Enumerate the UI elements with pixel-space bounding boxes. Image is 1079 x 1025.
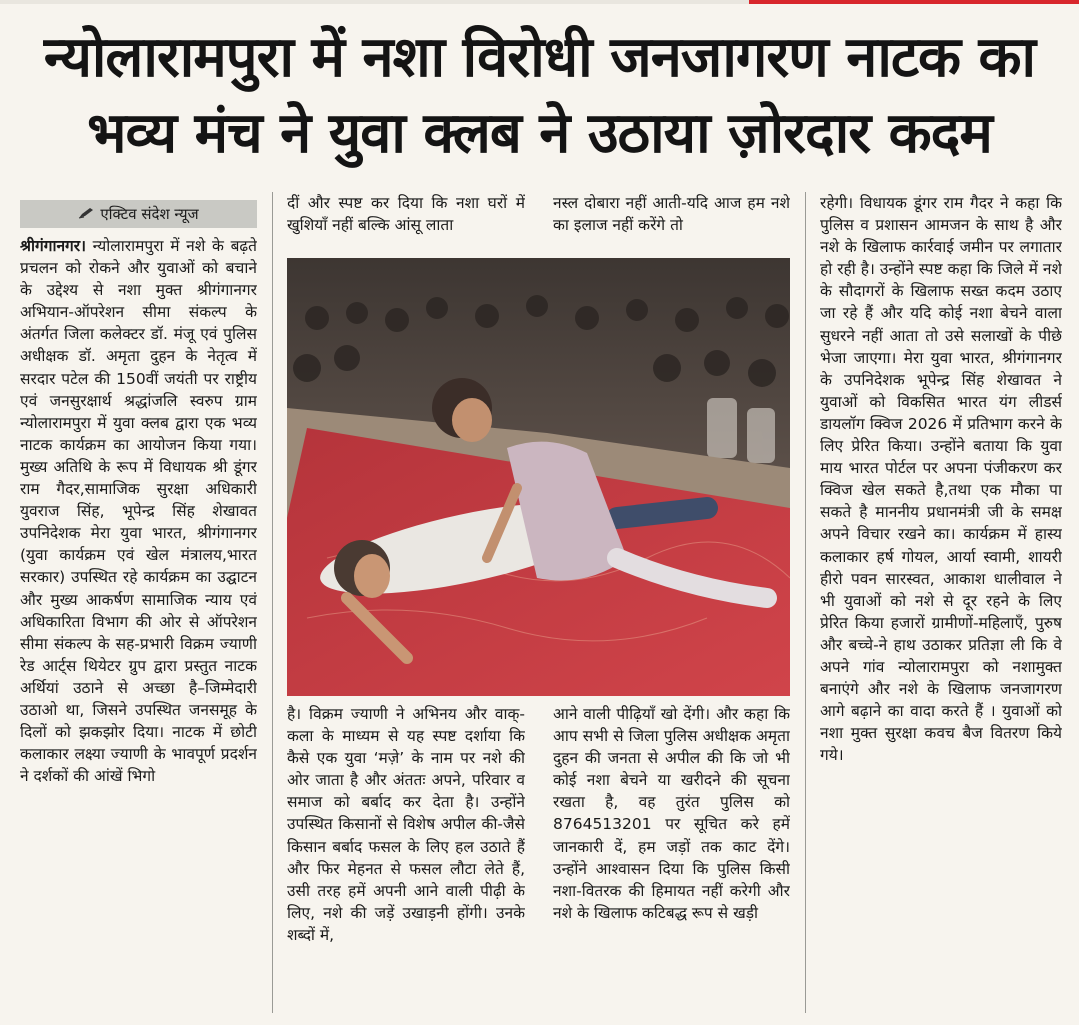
top-border xyxy=(0,0,1079,4)
article-column-4 xyxy=(820,192,1062,1013)
column-3-top-text: नस्ल दोबारा नहीं आती-यदि आज हम नशे का इलाज नहीं करेंगे तो xyxy=(553,194,790,235)
article-column-3-bottom xyxy=(553,703,790,1013)
article-column-1 xyxy=(20,235,257,1013)
column-divider xyxy=(272,192,273,1013)
byline-text: एक्टिव संदेश न्यूज xyxy=(100,205,199,223)
column-2-top-text: दीं और स्पष्ट कर दिया कि नशा घरों में खुशियाँ नहीं बल्कि आंसू लाता xyxy=(287,194,525,235)
article-column-2-top xyxy=(287,192,525,244)
column-3-bottom-text: आने वाली पीढ़ियाँ खो देंगी। और कहा कि आप सभी से जिला पुलिस अधीक्षक अमृता दुहन की जनता से अपील की कि जो भी कोई नशा बेचने या खरीदने की सूचना रखता है, वह तुरंत पुलिस को 8764513201 पर सूचित करे हमें जानकारी दें, हम जड़ों तक काट देंगे। उन्होंने आश्वासन दिया कि पुलिस किसी नशा-वितरक की हिमायत नहीं करेगी और नशे के खिलाफ कटिबद्ध रूप से खड़ी xyxy=(553,705,790,922)
headline-line-1: न्योलारामपुरा में नशा विरोधी जनजागरण नाटक का xyxy=(43,25,1036,90)
column-2-bottom-text: है। विक्रम ज्याणी ने अभिनय और वाक्-कला के माध्यम से यह स्पष्ट दर्शाया कि कैसे एक युवा ‘मज़े’ के नाम पर नशे की ओर जाता है और अंततः अपने, परिवार व समाज को बर्बाद कर देता है। उन्होंने उपस्थित किसानों से विशेष अपील की-जैसे किसान बर्बाद फसल के लिए हल उठाते हैं और फिर मेहनत से फसल लौटा लेते हैं, उसी तरह हमें अपनी आने वाली पीढ़ी के लिए, नशे की जड़ें उखाड़नी होंगी। उनके शब्दों में, xyxy=(287,705,525,944)
article-column-3-top xyxy=(553,192,790,244)
headline xyxy=(10,20,1069,172)
column-4-text: रहेगी। विधायक डूंगर राम गैदर ने कहा कि पुलिस व प्रशासन आमजन के साथ है और नशे के खिलाफ कार्रवाई जमीन पर लगातार हो रही है। उन्होंने स्पष्ट कहा कि जिले में नशे के सौदागरों के खिलाफ सख्त कदम उठाए जा रहे हैं और यदि कोई नशा बेचने वाला सुधरने नहीं आता तो उसे सलाखों के पीछे भेजा जाएगा। मेरा युवा भारत, श्रीगंगानगर के उपनिदेशक भूपेन्द्र सिंह शेखावत ने युवाओं को विकसित भारत यंग लीडर्स डायलॉग क्विज 2026 में प्रतिभाग करने के लिए प्रेरित किया। उन्होंने बताया कि युवा माय भारत पोर्टल पर अपना पंजीकरण कर क्विज खेल सकते है,तथा एक मौका पा सकते है माननीय प्रधानमंत्री जी के समक्ष अपने विचार रखने का। कार्यक्रम में हास्य कलाकार हर्ष गोयल, आर्या स्वामी, शायरी हीरो पवन सारस्वत, आकाश धालीवाल ने भी युवाओं को नशे से दूर रहने के लिए प्रेरित किया हजारों ग्रामीणों-महिलाएँ, पुरुष और बच्चे-ने हाथ उठाकर प्रतिज्ञा ली कि वे अपने गांव न्योलारामपुरा को नशामुक्त बनाएंगे और नशे के खिलाफ जनजागरण आगे बढ़ाने का वादा करते हैं । युवाओं को नशा मुक्त सुरक्षा कवच बैज वितरण किये गये। xyxy=(820,194,1062,765)
column-1-text: न्योलारामपुरा में नशे के बढ़ते प्रचलन को रोकने और युवाओं को बचाने के उद्देश्य से नशा मुक्त श्रीगंगानगर अभियान-ऑपरेशन सीमा संकल्प के अंतर्गत जिला कलेक्टर डॉ. मंजू एवं पुलिस अधीक्षक डॉ. अमृता दुहन के नेतृत्व में सरदार पटेल की 150वीं जयंती पर राष्ट्रीय एवं जनसुरक्षार्थ श्रद्धांजलि स्वरुप ग्राम न्योलारामपुरा में युवा क्लब द्वारा एक भव्य नाटक कार्यक्रम का आयोजन किया गया। मुख्य अतिथि के रूप में विधायक श्री डूंगर राम गैदर,सामाजिक सुरक्षा अधिकारी युवराज सिंह, भूपेन्द्र सिंह शेखावत उपनिदेशक मेरा युवा भारत, श्रीगंगानगर (युवा कार्यक्रम एवं खेल मंत्रालय,भारत सरकार) उपस्थित रहे कार्यक्रम का उद्घाटन और मुख्य आकर्षण सामाजिक न्याय एवं अधिकारिता विभाग की ओर से ऑपरेशन सीमा संकल्प के सह-प्रभारी विक्रम ज्याणी रेड आर्ट्स थियेटर ग्रुप द्वारा प्रस्तुत नाटक अर्थियां उठाने से अच्छा है–जिम्मेदारी उठाओ था, जिसने उपस्थित जनसमूह के दिलों को झकझोर दिया। नाटक में छोटी कलाकार लक्ष्या ज्याणी के भावपूर्ण प्रदर्शन ने दर्शकों की आंखें भिगो xyxy=(20,237,257,786)
photo-illustration xyxy=(287,258,790,696)
article-photo xyxy=(287,258,790,696)
byline xyxy=(20,200,257,228)
pen-icon xyxy=(78,201,94,229)
headline-line-2: भव्य मंच ने युवा क्लब ने उठाया ज़ोरदार कदम xyxy=(87,101,992,166)
article-column-2-bottom xyxy=(287,703,525,1013)
top-accent-bar xyxy=(749,0,1079,4)
column-divider xyxy=(805,192,806,1013)
dateline: श्रीगंगानगर। xyxy=(20,237,86,255)
